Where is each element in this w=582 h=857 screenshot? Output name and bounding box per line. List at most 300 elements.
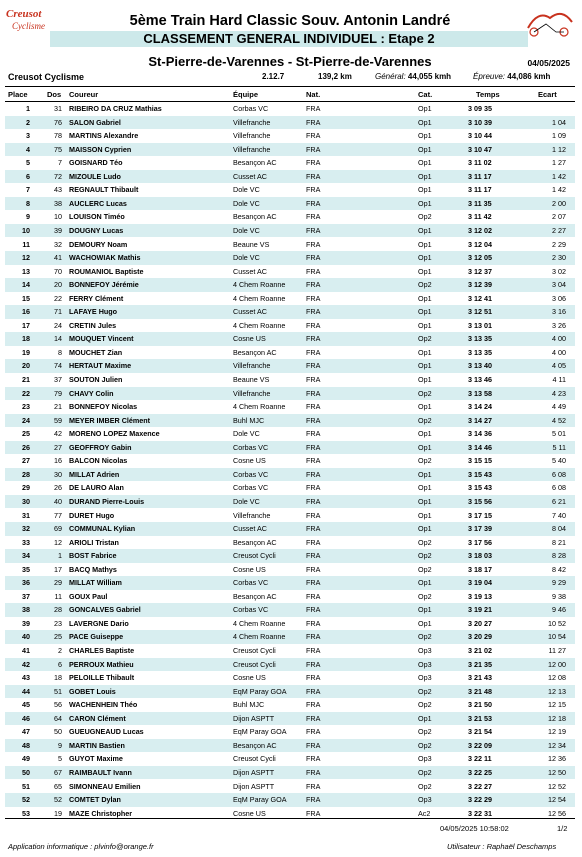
row-team: Cusset AC bbox=[233, 171, 267, 181]
footer-rule bbox=[5, 818, 575, 819]
table-row bbox=[5, 563, 575, 577]
row-rider-name: ROUMANIOL Baptiste bbox=[69, 266, 144, 276]
row-time: 3 18 17 bbox=[468, 564, 492, 574]
row-nationality: FRA bbox=[306, 605, 321, 615]
row-team: Cosne US bbox=[233, 334, 266, 344]
row-category: Op2 bbox=[418, 564, 432, 574]
table-row bbox=[5, 576, 575, 590]
row-gap: 12 18 bbox=[548, 713, 566, 723]
row-place: 43 bbox=[22, 673, 30, 683]
row-place: 29 bbox=[22, 483, 30, 493]
col-header-equipe: Équipe bbox=[233, 90, 259, 99]
col-header-ecart: Ecart bbox=[538, 90, 557, 99]
row-gap: 11 27 bbox=[548, 646, 566, 655]
row-time: 3 12 05 bbox=[468, 253, 492, 263]
row-bib: 50 bbox=[54, 727, 62, 737]
row-place: 8 bbox=[26, 198, 30, 208]
row-rider-name: SOUTON Julien bbox=[69, 375, 123, 384]
col-header-temps: Temps bbox=[476, 90, 500, 99]
row-category: Op1 bbox=[418, 320, 432, 330]
row-time: 3 13 46 bbox=[468, 375, 492, 384]
row-gap: 3 06 bbox=[552, 293, 566, 303]
row-bib: 56 bbox=[54, 700, 62, 710]
row-time: 3 10 44 bbox=[468, 131, 492, 141]
row-time: 3 13 35 bbox=[468, 347, 492, 357]
logo-left-line1: Creusot bbox=[6, 8, 42, 20]
general-speed bbox=[375, 72, 451, 81]
row-bib: 69 bbox=[54, 524, 62, 534]
row-gap: 1 04 bbox=[552, 117, 566, 127]
row-rider-name: FERRY Clément bbox=[69, 293, 124, 303]
row-nationality: FRA bbox=[306, 320, 321, 330]
row-team: EqM Paray GOA bbox=[233, 727, 287, 737]
row-category: Op1 bbox=[418, 347, 432, 357]
row-bib: 42 bbox=[54, 429, 62, 439]
row-gap: 1 27 bbox=[552, 158, 566, 168]
row-bib: 8 bbox=[58, 347, 62, 357]
row-team: Buhl MJC bbox=[233, 415, 265, 425]
row-place: 10 bbox=[22, 225, 30, 235]
row-time: 3 15 15 bbox=[468, 456, 492, 466]
row-place: 17 bbox=[22, 320, 30, 330]
row-nationality: FRA bbox=[306, 442, 321, 452]
row-rider-name: MOUQUET Vincent bbox=[69, 334, 134, 344]
row-rider-name: COMMUNAL Kylian bbox=[69, 524, 136, 534]
row-time: 3 13 40 bbox=[468, 361, 492, 371]
table-row bbox=[5, 793, 575, 807]
row-team: Dijon ASPTT bbox=[233, 781, 275, 791]
row-nationality: FRA bbox=[306, 686, 321, 696]
row-place: 19 bbox=[22, 347, 30, 357]
row-gap: 1 12 bbox=[552, 144, 566, 154]
row-rider-name: MARTINS Alexandre bbox=[69, 131, 139, 141]
row-place: 27 bbox=[22, 456, 30, 466]
row-bib: 20 bbox=[54, 280, 62, 290]
row-category: Op1 bbox=[418, 469, 432, 479]
row-rider-name: DOUGNY Lucas bbox=[69, 225, 124, 235]
row-bib: 31 bbox=[54, 104, 62, 113]
table-row bbox=[5, 170, 575, 184]
row-category: Op1 bbox=[418, 618, 432, 628]
row-team: 4 Chem Roanne bbox=[233, 632, 286, 642]
row-gap: 12 08 bbox=[548, 673, 566, 683]
row-nationality: FRA bbox=[306, 537, 321, 547]
row-category: Op1 bbox=[418, 605, 432, 615]
row-time: 3 09 35 bbox=[468, 104, 492, 113]
header-top-rule bbox=[5, 86, 575, 87]
table-row bbox=[5, 414, 575, 428]
table-row bbox=[5, 224, 575, 238]
row-place: 36 bbox=[22, 578, 30, 588]
row-team: Cosne US bbox=[233, 456, 266, 466]
row-nationality: FRA bbox=[306, 104, 321, 113]
row-gap: 8 21 bbox=[552, 537, 566, 547]
row-time: 3 15 43 bbox=[468, 469, 492, 479]
row-gap: 2 07 bbox=[552, 212, 566, 222]
row-nationality: FRA bbox=[306, 578, 321, 588]
row-rider-name: RIBEIRO DA CRUZ Mathias bbox=[69, 104, 162, 113]
row-team: Creusot Cycli bbox=[233, 646, 276, 655]
row-nationality: FRA bbox=[306, 429, 321, 439]
row-nationality: FRA bbox=[306, 524, 321, 534]
row-category: Op2 bbox=[418, 727, 432, 737]
row-rider-name: BOST Fabrice bbox=[69, 551, 117, 561]
table-row bbox=[5, 129, 575, 143]
row-team: Corbas VC bbox=[233, 469, 269, 479]
row-team: Creusot Cycli bbox=[233, 659, 276, 669]
table-row bbox=[5, 332, 575, 346]
organizer-club: Creusot Cyclisme bbox=[8, 72, 85, 82]
row-bib: 59 bbox=[54, 415, 62, 425]
table-row bbox=[5, 278, 575, 292]
row-team: Dole VC bbox=[233, 253, 260, 263]
row-category: Op2 bbox=[418, 781, 432, 791]
row-place: 42 bbox=[22, 659, 30, 669]
row-time: 3 21 43 bbox=[468, 673, 492, 683]
table-row bbox=[5, 305, 575, 319]
row-place: 21 bbox=[22, 375, 30, 384]
row-time: 3 22 25 bbox=[468, 767, 492, 777]
row-team: Cosne US bbox=[233, 808, 266, 818]
row-rider-name: GOISNARD Téo bbox=[69, 158, 123, 168]
stage-speed-label: Épreuve: bbox=[473, 72, 506, 81]
software-version: 2.12.7 bbox=[262, 72, 285, 81]
row-place: 9 bbox=[26, 212, 30, 222]
row-bib: 9 bbox=[58, 740, 62, 750]
row-bib: 37 bbox=[54, 375, 62, 384]
table-row bbox=[5, 671, 575, 685]
row-rider-name: ARIOLI Tristan bbox=[69, 537, 119, 547]
table-row bbox=[5, 644, 575, 658]
row-gap: 5 11 bbox=[552, 442, 566, 452]
row-gap: 2 27 bbox=[552, 225, 566, 235]
row-bib: 14 bbox=[54, 334, 62, 344]
row-bib: 51 bbox=[54, 686, 62, 696]
row-bib: 41 bbox=[54, 253, 62, 263]
row-place: 34 bbox=[22, 551, 30, 561]
col-header-cat: Cat. bbox=[418, 90, 433, 99]
row-gap: 12 50 bbox=[548, 767, 566, 777]
row-category: Op2 bbox=[418, 700, 432, 710]
row-team: Besançon AC bbox=[233, 212, 277, 222]
row-team: Corbas VC bbox=[233, 578, 269, 588]
row-category: Op1 bbox=[418, 402, 432, 412]
row-bib: 38 bbox=[54, 198, 62, 208]
row-place: 1 bbox=[26, 104, 30, 113]
row-place: 50 bbox=[22, 767, 30, 777]
table-row bbox=[5, 712, 575, 726]
row-bib: 5 bbox=[58, 754, 62, 764]
row-nationality: FRA bbox=[306, 673, 321, 683]
row-gap: 3 02 bbox=[552, 266, 566, 276]
row-time: 3 21 50 bbox=[468, 700, 492, 710]
row-category: Op1 bbox=[418, 253, 432, 263]
row-time: 3 17 15 bbox=[468, 510, 492, 520]
row-team: Besançon AC bbox=[233, 537, 277, 547]
row-team: Cosne US bbox=[233, 673, 266, 683]
row-time: 3 22 27 bbox=[468, 781, 492, 791]
row-bib: 77 bbox=[54, 510, 62, 520]
row-nationality: FRA bbox=[306, 510, 321, 520]
row-place: 39 bbox=[22, 618, 30, 628]
row-time: 3 14 46 bbox=[468, 442, 492, 452]
row-bib: 74 bbox=[54, 361, 62, 371]
col-header-coureur: Coureur bbox=[69, 90, 99, 99]
row-place: 40 bbox=[22, 632, 30, 642]
row-time: 3 12 04 bbox=[468, 239, 492, 249]
row-category: Op1 bbox=[418, 496, 432, 506]
table-row bbox=[5, 549, 575, 563]
row-time: 3 11 35 bbox=[468, 198, 492, 208]
row-gap: 8 42 bbox=[552, 564, 566, 574]
row-time: 3 21 48 bbox=[468, 686, 492, 696]
row-nationality: FRA bbox=[306, 402, 321, 412]
row-nationality: FRA bbox=[306, 334, 321, 344]
row-team: Villefranche bbox=[233, 510, 271, 520]
row-team: Dole VC bbox=[233, 429, 260, 439]
user-credit: Utilisateur : Raphaël Deschamps bbox=[447, 842, 557, 851]
table-row bbox=[5, 617, 575, 631]
row-place: 31 bbox=[22, 510, 30, 520]
row-team: Dijon ASPTT bbox=[233, 767, 275, 777]
race-title: 5ème Train Hard Classic Souv. Antonin Landré bbox=[129, 13, 451, 29]
row-time: 3 12 37 bbox=[468, 266, 492, 276]
row-gap: 12 52 bbox=[548, 781, 566, 791]
row-category: Op1 bbox=[418, 198, 432, 208]
row-team: Villefranche bbox=[233, 144, 271, 154]
row-category: Op1 bbox=[418, 713, 432, 723]
row-nationality: FRA bbox=[306, 388, 321, 398]
row-category: Op2 bbox=[418, 632, 432, 642]
row-rider-name: DE LAURO Alan bbox=[69, 483, 124, 493]
row-place: 13 bbox=[22, 266, 30, 276]
row-nationality: FRA bbox=[306, 564, 321, 574]
row-nationality: FRA bbox=[306, 253, 321, 263]
table-row bbox=[5, 752, 575, 766]
row-category: Op1 bbox=[418, 429, 432, 439]
row-gap: 8 04 bbox=[552, 524, 566, 534]
row-rider-name: MILLAT William bbox=[69, 578, 122, 588]
row-time: 3 13 35 bbox=[468, 334, 492, 344]
row-team: Dole VC bbox=[233, 185, 260, 195]
row-time: 3 13 01 bbox=[468, 320, 492, 330]
page-number: 1/2 bbox=[557, 824, 568, 833]
table-row bbox=[5, 387, 575, 401]
row-category: Op1 bbox=[418, 225, 432, 235]
row-rider-name: HERTAUT Maxime bbox=[69, 361, 132, 371]
row-rider-name: MAISSON Cyprien bbox=[69, 144, 132, 154]
table-row bbox=[5, 698, 575, 712]
table-row bbox=[5, 292, 575, 306]
row-rider-name: PACE Guiseppe bbox=[69, 632, 124, 642]
row-bib: 7 bbox=[58, 158, 62, 168]
row-gap: 6 21 bbox=[552, 496, 566, 506]
row-gap: 3 04 bbox=[552, 280, 566, 290]
row-gap: 12 36 bbox=[548, 754, 566, 764]
row-nationality: FRA bbox=[306, 808, 321, 818]
row-nationality: FRA bbox=[306, 496, 321, 506]
row-time: 3 14 36 bbox=[468, 429, 492, 439]
row-rider-name: BONNEFOY Jérémie bbox=[69, 280, 139, 290]
stage-speed-value: 44,086 kmh bbox=[507, 72, 551, 81]
row-gap: 4 00 bbox=[552, 334, 566, 344]
row-bib: 26 bbox=[54, 483, 62, 493]
row-category: Op1 bbox=[418, 131, 432, 141]
row-time: 3 21 35 bbox=[468, 659, 492, 669]
row-time: 3 11 17 bbox=[468, 171, 492, 181]
row-nationality: FRA bbox=[306, 117, 321, 127]
row-nationality: FRA bbox=[306, 483, 321, 493]
row-category: Op1 bbox=[418, 307, 432, 317]
row-category: Op3 bbox=[418, 754, 432, 764]
table-row bbox=[5, 197, 575, 211]
row-team: Beaune VS bbox=[233, 375, 270, 384]
row-time: 3 10 47 bbox=[468, 144, 492, 154]
row-bib: 23 bbox=[54, 618, 62, 628]
row-nationality: FRA bbox=[306, 727, 321, 737]
row-nationality: FRA bbox=[306, 280, 321, 290]
row-gap: 10 54 bbox=[548, 632, 566, 642]
row-place: 37 bbox=[22, 591, 30, 601]
row-category: Op1 bbox=[418, 144, 432, 154]
row-nationality: FRA bbox=[306, 781, 321, 791]
row-place: 35 bbox=[22, 564, 30, 574]
row-rider-name: CHAVY Colin bbox=[69, 388, 114, 398]
row-time: 3 22 11 bbox=[468, 754, 492, 764]
row-bib: 75 bbox=[54, 144, 62, 154]
row-time: 3 15 43 bbox=[468, 483, 492, 493]
row-team: Villefranche bbox=[233, 117, 271, 127]
table-row bbox=[5, 116, 575, 130]
row-time: 3 12 02 bbox=[468, 225, 492, 235]
row-gap: 4 49 bbox=[552, 402, 566, 412]
row-bib: 10 bbox=[54, 212, 62, 222]
stage-speed bbox=[473, 72, 550, 81]
row-bib: 22 bbox=[54, 293, 62, 303]
row-category: Op3 bbox=[418, 795, 432, 805]
row-team: Besançon AC bbox=[233, 347, 277, 357]
row-category: Op2 bbox=[418, 686, 432, 696]
table-row bbox=[5, 359, 575, 373]
row-team: Dole VC bbox=[233, 496, 260, 506]
row-team: Cusset AC bbox=[233, 307, 267, 317]
row-nationality: FRA bbox=[306, 646, 321, 655]
row-rider-name: COMTET Dylan bbox=[69, 795, 121, 805]
row-gap: 2 30 bbox=[552, 253, 566, 263]
row-rider-name: GEOFFROY Gabin bbox=[69, 442, 132, 452]
row-rider-name: AUCLERC Lucas bbox=[69, 198, 127, 208]
row-gap: 12 34 bbox=[548, 740, 566, 750]
row-time: 3 13 58 bbox=[468, 388, 492, 398]
row-place: 4 bbox=[26, 144, 30, 154]
row-place: 20 bbox=[22, 361, 30, 371]
row-team: EqM Paray GOA bbox=[233, 686, 287, 696]
row-team: Creusot Cycli bbox=[233, 551, 276, 561]
row-place: 47 bbox=[22, 727, 30, 737]
row-gap: 12 13 bbox=[548, 686, 566, 696]
row-rider-name: REGNAULT Thibault bbox=[69, 185, 139, 195]
row-place: 15 bbox=[22, 293, 30, 303]
row-gap: 4 11 bbox=[552, 375, 566, 384]
row-category: Op3 bbox=[418, 646, 432, 655]
row-place: 52 bbox=[22, 795, 30, 805]
row-place: 23 bbox=[22, 402, 30, 412]
row-bib: 52 bbox=[54, 795, 62, 805]
row-rider-name: MILLAT Adrien bbox=[69, 469, 120, 479]
row-gap: 12 15 bbox=[548, 700, 566, 710]
stage-distance: 139,2 km bbox=[318, 72, 352, 81]
row-nationality: FRA bbox=[306, 713, 321, 723]
row-bib: 43 bbox=[54, 185, 62, 195]
row-category: Op1 bbox=[418, 104, 432, 113]
table-row bbox=[5, 603, 575, 617]
row-gap: 10 52 bbox=[548, 618, 566, 628]
row-bib: 16 bbox=[54, 456, 62, 466]
row-place: 6 bbox=[26, 171, 30, 181]
row-place: 33 bbox=[22, 537, 30, 547]
row-nationality: FRA bbox=[306, 659, 321, 669]
route-title: St-Pierre-de-Varennes - St-Pierre-de-Varennes bbox=[148, 54, 432, 69]
table-row bbox=[5, 427, 575, 441]
row-time: 3 18 03 bbox=[468, 551, 492, 561]
row-category: Op1 bbox=[418, 361, 432, 371]
row-place: 16 bbox=[22, 307, 30, 317]
row-category: Op1 bbox=[418, 578, 432, 588]
row-team: Besançon AC bbox=[233, 740, 277, 750]
row-rider-name: LAFAYE Hugo bbox=[69, 307, 118, 317]
row-team: Buhl MJC bbox=[233, 700, 265, 710]
row-category: Ac2 bbox=[418, 808, 431, 818]
row-place: 44 bbox=[22, 686, 30, 696]
row-rider-name: MARTIN Bastien bbox=[69, 740, 125, 750]
row-category: Op1 bbox=[418, 375, 432, 384]
table-row bbox=[5, 522, 575, 536]
row-gap: 6 08 bbox=[552, 469, 566, 479]
general-speed-label: Général: bbox=[375, 72, 406, 81]
row-gap: 7 40 bbox=[552, 510, 566, 520]
row-nationality: FRA bbox=[306, 185, 321, 195]
row-rider-name: RAIMBAULT Ivann bbox=[69, 767, 132, 777]
row-team: 4 Chem Roanne bbox=[233, 280, 286, 290]
row-rider-name: BONNEFOY Nicolas bbox=[69, 402, 138, 412]
table-row bbox=[5, 373, 575, 387]
row-place: 22 bbox=[22, 388, 30, 398]
row-nationality: FRA bbox=[306, 375, 321, 384]
row-rider-name: WACHENHEIN Théo bbox=[69, 700, 138, 710]
row-rider-name: MORENO LOPEZ Maxence bbox=[69, 429, 160, 439]
row-time: 3 22 31 bbox=[468, 808, 492, 818]
row-team: Corbas VC bbox=[233, 483, 269, 493]
row-time: 3 17 56 bbox=[468, 537, 492, 547]
row-time: 3 12 39 bbox=[468, 280, 492, 290]
row-team: Besançon AC bbox=[233, 158, 277, 168]
row-bib: 64 bbox=[54, 713, 62, 723]
row-nationality: FRA bbox=[306, 307, 321, 317]
row-bib: 78 bbox=[54, 131, 62, 141]
row-category: Op2 bbox=[418, 591, 432, 601]
row-bib: 29 bbox=[54, 578, 62, 588]
row-time: 3 22 29 bbox=[468, 795, 492, 805]
table-row bbox=[5, 766, 575, 780]
row-nationality: FRA bbox=[306, 795, 321, 805]
row-gap: 2 00 bbox=[552, 198, 566, 208]
row-gap: 3 16 bbox=[552, 307, 566, 317]
row-team: 4 Chem Roanne bbox=[233, 402, 286, 412]
row-nationality: FRA bbox=[306, 740, 321, 750]
row-rider-name: WACHOWIAK Mathis bbox=[69, 253, 141, 263]
table-row bbox=[5, 143, 575, 157]
table-row bbox=[5, 725, 575, 739]
